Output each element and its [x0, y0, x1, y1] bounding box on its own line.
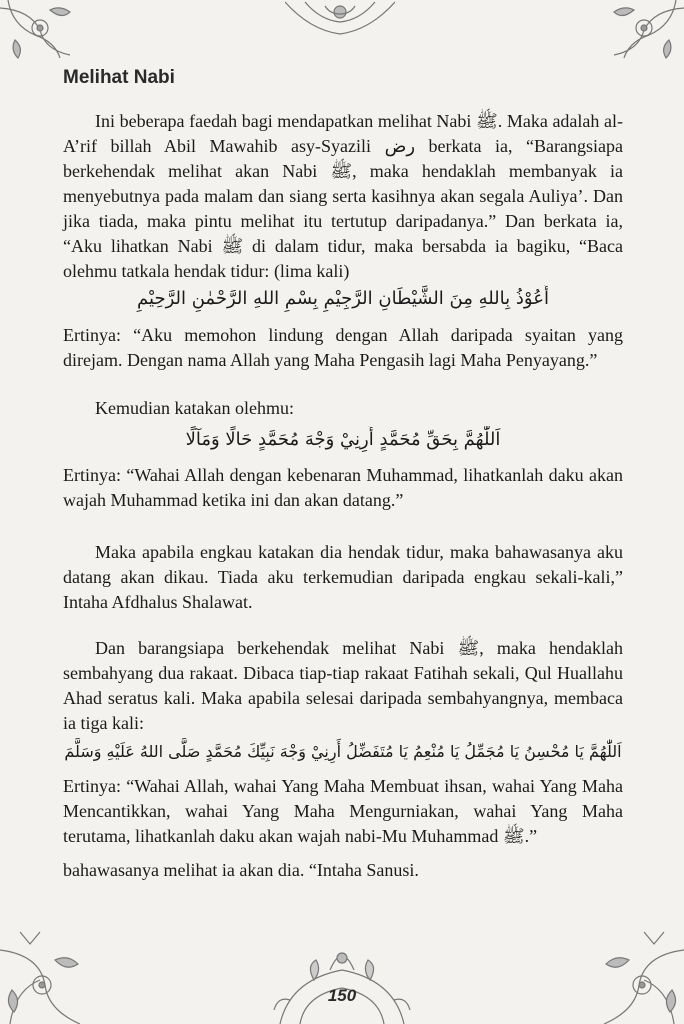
corner-ornament-bottom-right — [594, 930, 684, 1024]
paragraph-closing: bahawasanya melihat ia akan dia. “Intaha Sanusi. — [63, 860, 419, 880]
paragraph-instruction: Kemudian katakan olehmu: — [95, 398, 294, 418]
paragraph-intro: Ini beberapa faedah bagi mendapatkan melihat Nabi ﷺ. Maka adalah al-A’rif billah Abil Mawahib asy-Syazili رض berkata ia, “Barangsiapa berkehendak melihat akan Nabi ﷺ, maka hendaklah membanyak ia menyebutnya pada malam dan siang serta kasihnya akan segala Auliya’. Dan jika tiada, maka pintu melihat itu tertutup daripadanya.” Dan berkata ia, “Aku lihatkan Nabi ﷺ di dalam tidur, maka bersabda ia bagiku, “Baca olehmu tatkala hendak tidur: (lima kali) — [63, 111, 624, 281]
corner-ornament-top-left — [0, 0, 90, 60]
arabic-text-dua-2: اَللّٰهُمَّ يَا مُحْسِنُ يَا مُجَمِّلُ يَا مُنْعِمُ يَا مُتَفَضِّلُ أَرِنِيْ وَجْهَ نَبِيِّكَ مُحَمَّدٍ صَلَّى اللهُ عَلَيْهِ وَسَلَّمَ — [64, 742, 622, 761]
paragraph-translation-1: Ertinya: “Aku memohon lindung dengan Allah daripada syaitan yang direjam. Dengan nama Allah yang Maha Pengasih lagi Maha Penyayang.” — [63, 325, 623, 370]
page-number-ornament — [270, 940, 414, 1024]
arabic-text-taawudz: أَعُوْذُ بِاللهِ مِنَ الشَّيْطَانِ الرَّجِيْمِ بِسْمِ اللهِ الرَّحْمٰنِ الرَّحِيْمِ — [137, 288, 549, 309]
page-number: 150 — [327, 986, 357, 1005]
arabic-text-dua-1: اَللّٰهُمَّ بِحَقِّ مُحَمَّدٍ أَرِنِيْ وَجْهَ مُحَمَّدٍ حَالًا وَمَآلًا — [185, 429, 501, 450]
section-heading: Melihat Nabi — [63, 67, 175, 88]
corner-ornament-top-right — [594, 0, 684, 60]
corner-ornament-bottom-left — [0, 930, 90, 1024]
top-center-ornament — [285, 0, 395, 38]
paragraph-translation-3: Ertinya: “Wahai Allah, wahai Yang Maha Membuat ihsan, wahai Yang Maha Mencantikkan, wahai Yang Maha Mengurniakan, wahai Yang Maha terutama, lihatkanlah daku akan wajah nabi-Mu Muhammad ﷺ.” — [63, 776, 623, 846]
paragraph-translation-2: Ertinya: “Wahai Allah dengan kebenaran Muhammad, lihatkanlah daku akan wajah Muhammad ketika ini dan akan datang.” — [63, 465, 623, 510]
paragraph-prayer-instruction: Dan barangsiapa berkehendak melihat Nabi ﷺ, maka hendaklah sembahyang dua rakaat. Dibaca tiap-tiap rakaat Fatihah sekali, Qul Huallahu Ahad seratus kali. Maka apabila selesai daripada sembahyangnya, membaca ia tiga kali: — [63, 638, 623, 733]
paragraph-continuation: Maka apabila engkau katakan dia hendak tidur, maka bahawasanya aku datang akan dikau. Tiada aku terkemudian daripada engkau sekali-kali,” Intaha Afdhalus Shalawat. — [63, 542, 623, 612]
